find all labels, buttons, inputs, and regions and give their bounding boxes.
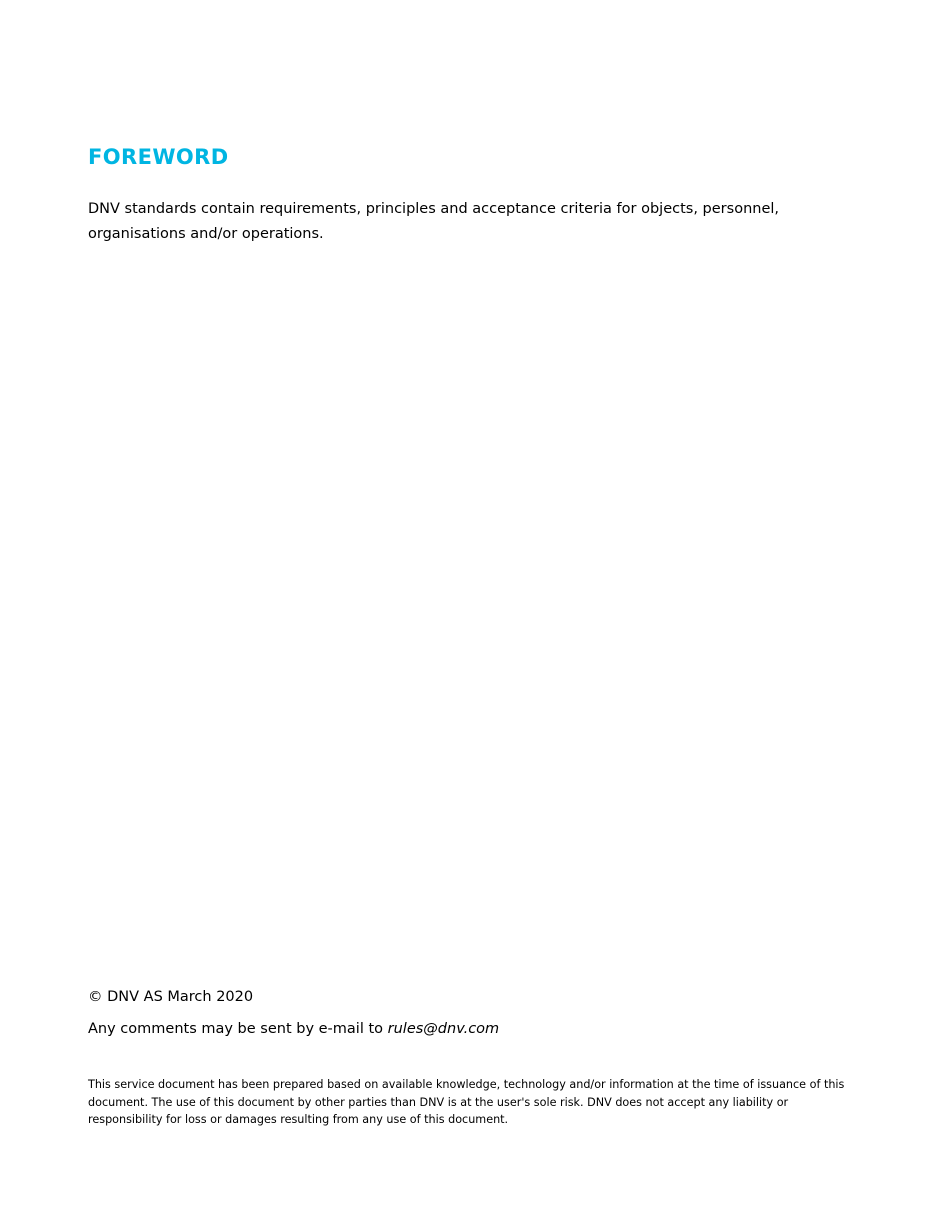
page-content [88,0,850,1230]
copyright-notice: © DNV AS March 2020 [88,989,254,1005]
service-document-disclaimer: This service document has been prepared based on available knowledge, technology and/or information at the time of issuance of this document. The use of this document by other parties than DNV is at the user's sole risk. DNV does not accept any liability or responsibility for loss or damages resulting from any use of this document. [88,1078,845,1126]
comments-prefix-text: Any comments may be sent by e-mail to [88,1021,388,1037]
comments-contact-line [88,1018,499,1040]
page-title: FOREWORD [88,145,229,170]
comments-email-link[interactable]: rules@dnv.com [387,1021,500,1037]
foreword-intro-paragraph: DNV standards contain requirements, principles and acceptance criteria for objects, personnel, organisations and/or operations. [88,200,780,242]
